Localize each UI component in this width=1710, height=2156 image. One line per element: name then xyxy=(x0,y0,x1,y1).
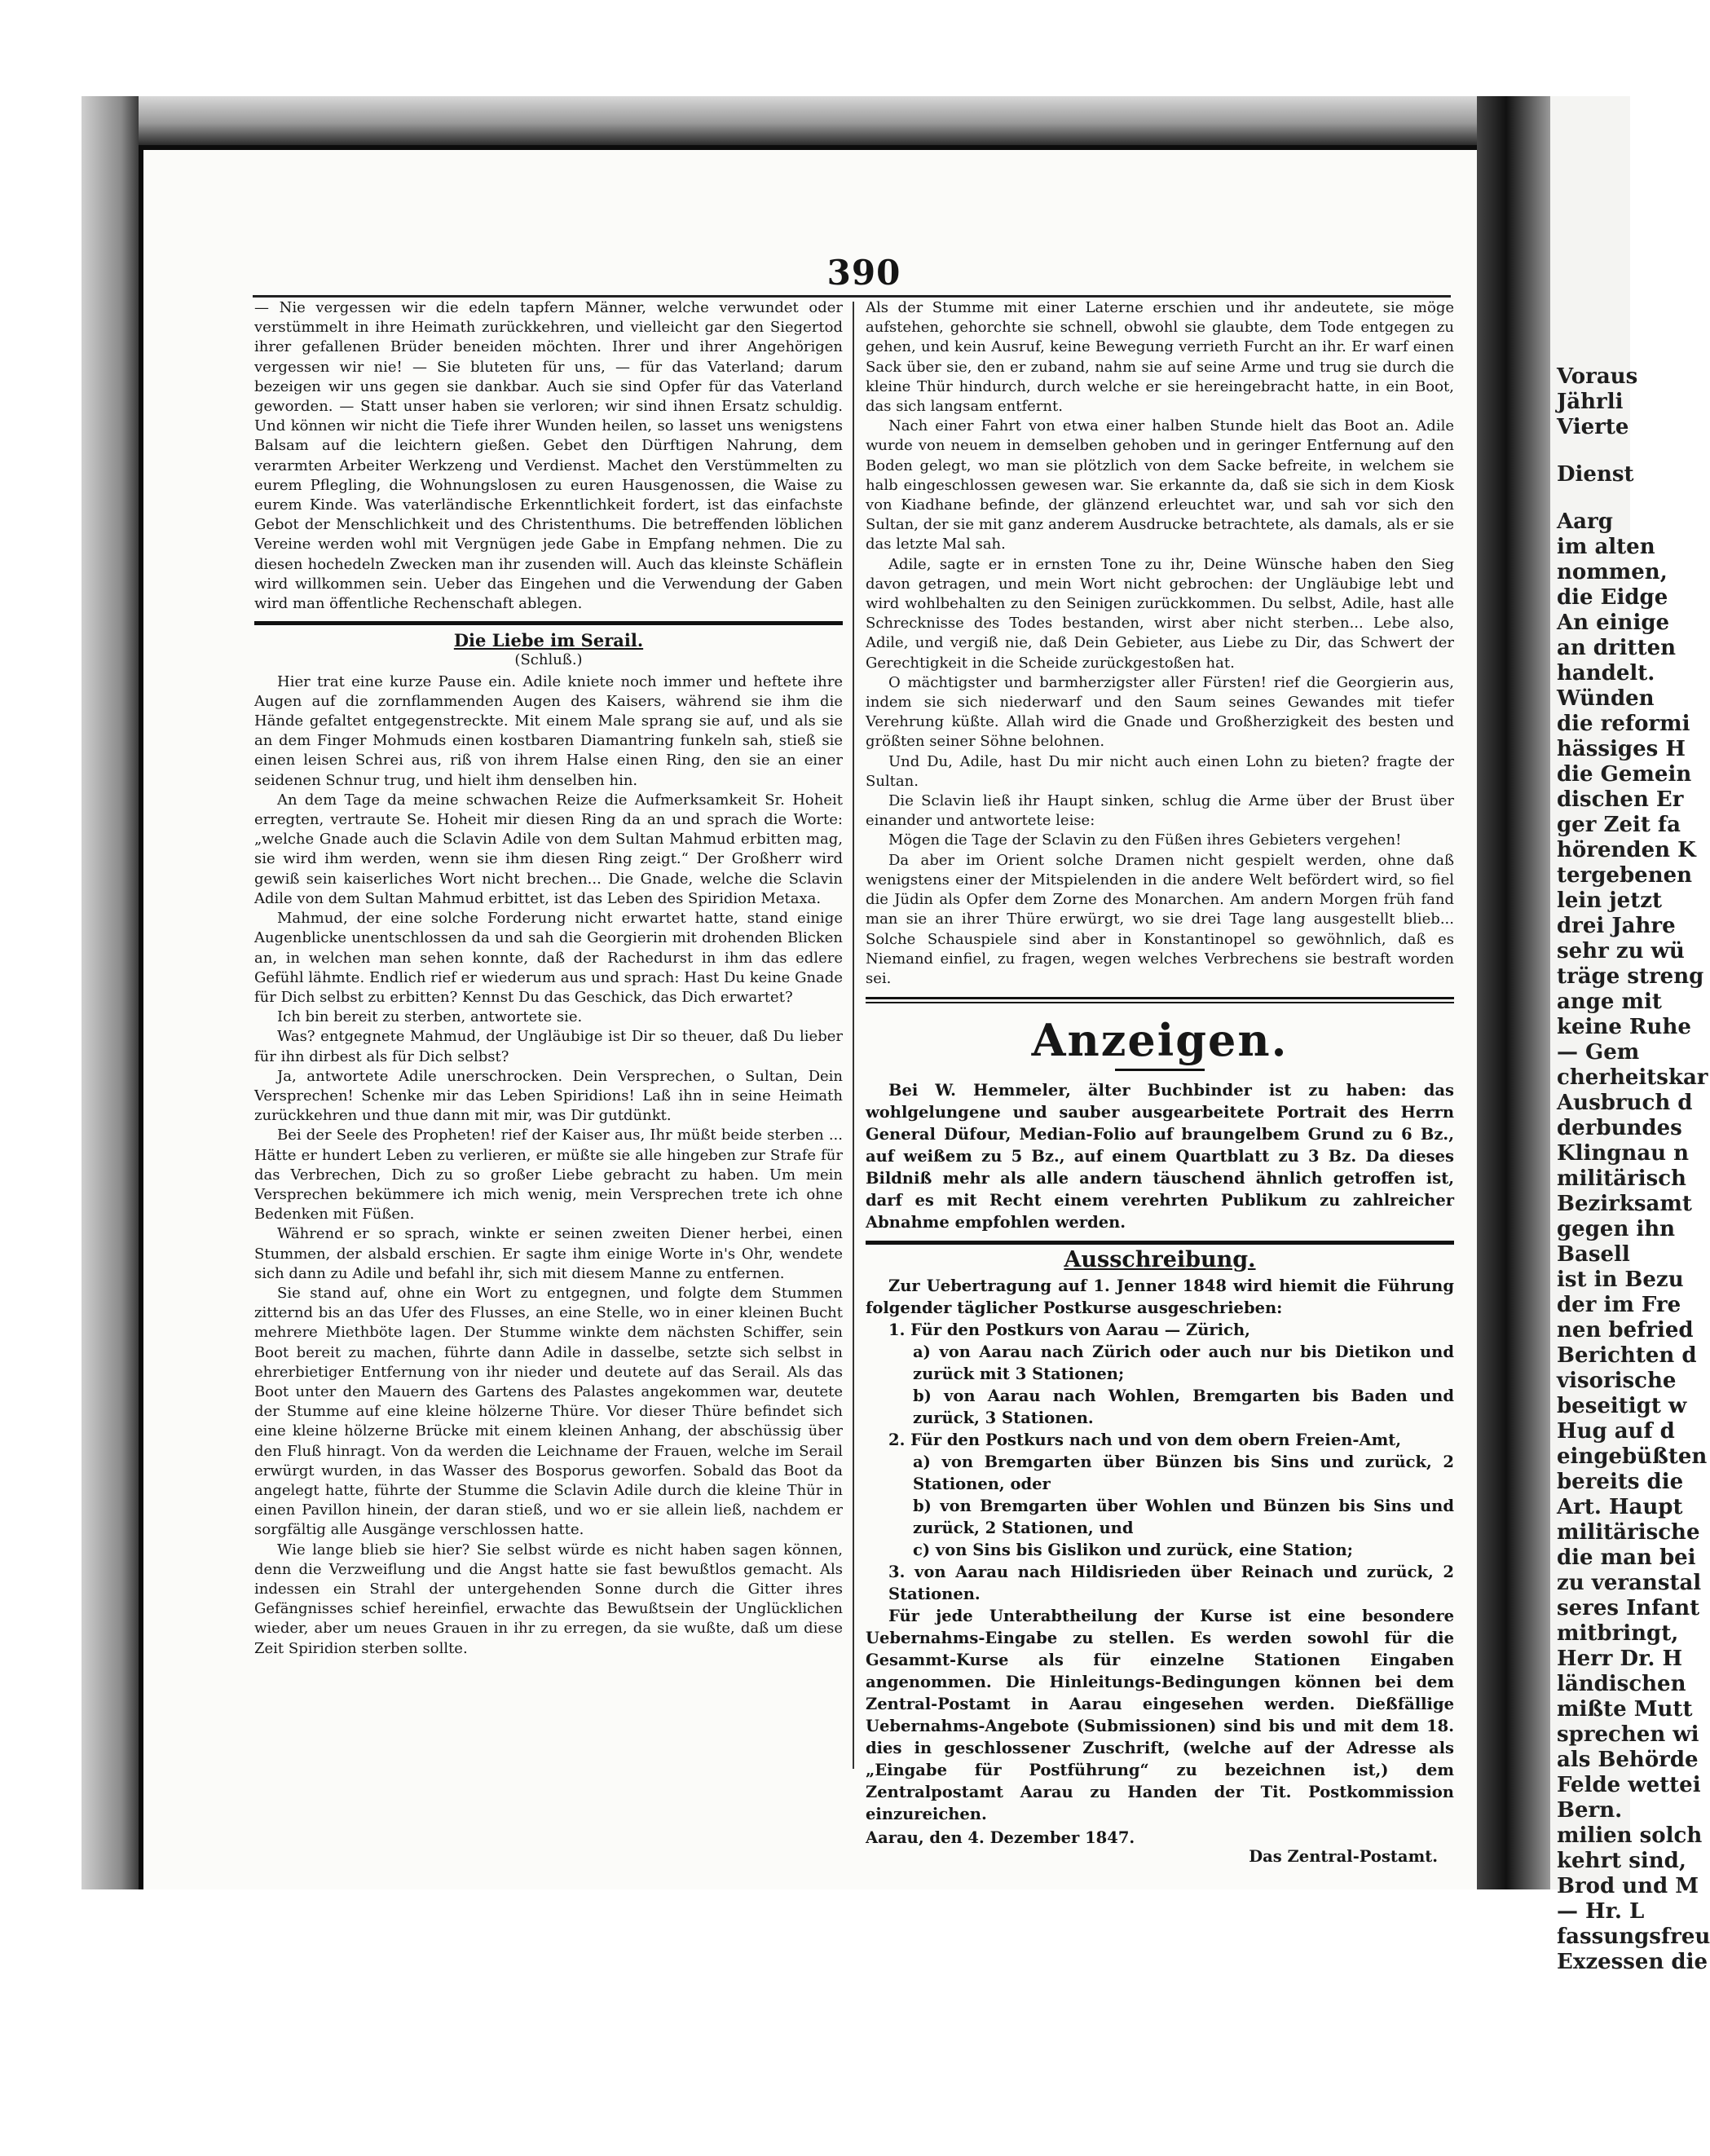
story-paragraph: Während er so sprach, winkte er seinen zweiten Diener herbei, einen Stummen, der alsbald erschien. Er sagte ihm einige Worte in's Ohr, wendete sich dann zu Adile und befahl ihr, sich mit diesem Manne zu entfernen. xyxy=(254,1225,843,1282)
adjacent-page-line: beseitigt w xyxy=(1557,1394,1687,1418)
adjacent-page-fragment xyxy=(1550,96,1710,1974)
story-paragraph: Da aber im Orient solche Dramen nicht gespielt werden, ohne daß wenigstens einer der Mitspielenden in die andere Welt befördert wird, so fiel die Jüdin als Opfer dem Zorne des Monarchen. Am andern Morgen früh fand man sie an ihrer Thüre erwürgt, wo sie drei Tage lang ausgestellt blieb... Solche Schauspiele sind aber in Konstantinopel so gewöhnlich, daß es Niemand einfiel, zu fragen, wegen welches Verbrechens sie bestraft worden sei. xyxy=(866,851,1454,987)
notice-date: Aarau, den 4. Dezember 1847. xyxy=(866,1828,1135,1848)
adjacent-page-line: nen befried xyxy=(1557,1318,1694,1343)
adjacent-page-line: cherheitskar xyxy=(1557,1065,1708,1090)
story-paragraph: Als der Stumme mit einer Laterne erschien und ihr andeutete, sie möge aufstehen, gehorchte sie schnell, obwohl sie glaubte, dem Tode entgegen zu gehen, und kein Ausruf, keine Bewegung verrieth Furcht an ihr. Er warf einen Sack über sie, den er zuband, nahm sie auf seine Arme und trug sie durch die kleine Thür hindurch, durch welche er sie hereingebracht hatte, in ein Boot, das sich langsam entfernt. xyxy=(866,299,1454,416)
adjacent-page-line: tergebenen xyxy=(1557,863,1693,888)
adjacent-page-line: die man bei xyxy=(1557,1545,1696,1570)
section-rule xyxy=(866,1241,1454,1245)
story-paragraph: Adile, sagte er in ernsten Tone zu ihr, Deine Wünsche haben den Sieg davon getragen, und mein Wort nicht gebrochen: der Ungläubige lebt und wird wohlbehalten zu den Seinigen zurückkommen. Du selbst, Adile, hast alle Schrecknisse des Todes bestanden, wirst aber nicht sterben... Lebe also, Adile, und vergiß nie, daß Dein Gebieter, aus Liebe zu Dir, das Schwert der Gerechtigkeit in die Scheide zurückgestoßen hat. xyxy=(866,555,1454,672)
story-paragraph: Nach einer Fahrt von etwa einer halben Stunde hielt das Boot an. Adile wurde von neuem in demselben gehoben und in geringer Entfernung auf den Boden gelegt, wo man sie plötzlich von dem Sacke befreite, in welchem sie halb eingeschlossen gewesen war. Sie erkannte da, daß sie sich in dem Kiosk von Kiadhane befinde, der glänzend erleuchtet war, und sah vor sich den Sultan, der sie mit ganz anderem Ausdrucke betrachtete, als damals, als er sie das letzte Mal sah. xyxy=(866,417,1454,553)
story-paragraph: Wie lange blieb sie hier? Sie selbst würde es nicht haben sagen können, denn die Verzweiflung und die Angst hatte sie fast bewußtlos gemacht. Als indessen ein Strahl der untergehenden Sonne durch die Gitter ihres Gefängnisses schief hereinfiel, erwachte das Bewußtsein der Unglücklichen wieder, aber um neues Grauen in ihr zu erregen, da sie wußte, daß um diese Zeit Spiridion sterben sollte. xyxy=(254,1541,843,1657)
adjacent-page-line: im alten xyxy=(1557,535,1655,559)
adjacent-page-line: dischen Er xyxy=(1557,787,1684,812)
adjacent-page-line: Hug auf d xyxy=(1557,1419,1675,1444)
adjacent-page-line: Klingnau n xyxy=(1557,1141,1690,1166)
adjacent-page-line: Ausbruch d xyxy=(1557,1091,1693,1115)
adjacent-page-line: Wünden xyxy=(1557,686,1655,711)
story-paragraph: O mächtigster und barmherzigster aller Fürsten! rief die Georgierin aus, indem sie sich niederwarf und den Saum seines Gewandes mit tiefer Verehrung küßte. Allah wird die Gnade und Großherzigkeit des besten und größten seiner Söhne belohnen. xyxy=(866,673,1454,751)
adjacent-page-line: ange mit xyxy=(1557,990,1662,1014)
adjacent-page-text xyxy=(1552,96,1710,1974)
notice-subitem: c) von Sins bis Gislikon und zurück, eine Station; xyxy=(913,1541,1353,1560)
header-rule xyxy=(253,295,1451,298)
notice-item: 2. Für den Postkurs nach und von dem obern Freien-Amt, xyxy=(888,1431,1402,1450)
story-paragraph: Ich bin bereit zu sterben, antwortete sie. xyxy=(277,1008,583,1026)
adjacent-page-line: seres Infant xyxy=(1557,1596,1700,1620)
adjacent-page-line: Jährli xyxy=(1557,390,1624,414)
story-paragraph: Was? entgegnete Mahmud, der Ungläubige ist Dir so theuer, daß Du lieber für ihn dirbest als für Dich selbst? xyxy=(254,1028,843,1065)
scan-left-edge xyxy=(82,96,139,1889)
adjacent-page-line: Dienst xyxy=(1557,462,1634,487)
page-gutter xyxy=(1477,96,1550,1889)
adjacent-page-line: als Behörde xyxy=(1557,1748,1699,1772)
adjacent-page-line: nommen, xyxy=(1557,560,1668,584)
notice-subitem: b) von Bremgarten über Wohlen und Bünzen bis Sins und zurück, 2 Stationen, und xyxy=(913,1497,1454,1538)
adjacent-page-line: der im Fre xyxy=(1557,1293,1681,1317)
notice-item: 3. von Aarau nach Hildisrieden über Reinach und zurück, 2 Stationen. xyxy=(888,1563,1454,1604)
notice-subitem: a) von Bremgarten über Bünzen bis Sins und zurück, 2 Stationen, oder xyxy=(913,1453,1454,1494)
story-paragraph: Ja, antwortete Adile unerschrocken. Dein Versprechen, o Sultan, Dein Versprechen! Schenke mir das Leben Spiridions! Laß ihn in seine Heimath zurückkehren und thue dann mit mir, was Dir gutdünkt. xyxy=(254,1067,843,1125)
adjacent-page-line: träge streng xyxy=(1557,964,1704,989)
story-subtitle: (Schluß.) xyxy=(514,651,583,669)
adjacent-page-line: ger Zeit fa xyxy=(1557,813,1681,837)
adjacent-page-line: lein jetzt xyxy=(1557,888,1662,913)
adjacent-page-line: — Hr. L xyxy=(1557,1899,1645,1924)
scan-top-edge xyxy=(82,96,1630,145)
adjacent-page-line: die Gemein xyxy=(1557,762,1692,787)
adjacent-page-line: Vierte xyxy=(1557,415,1629,439)
adjacent-page-line: Bezirksamt xyxy=(1557,1192,1692,1216)
left-column xyxy=(254,298,843,1847)
story-paragraph: Die Sclavin ließ ihr Haupt sinken, schlug die Arme über der Brust über einander und antwortete leise: xyxy=(866,792,1454,830)
notice-subitem: b) von Aarau nach Wohlen, Bremgarten bis Baden und zurück, 3 Stationen. xyxy=(913,1387,1454,1428)
advertisements-heading: Anzeigen. xyxy=(1031,1014,1289,1067)
adjacent-page-line: Herr Dr. H xyxy=(1557,1647,1683,1671)
section-rule xyxy=(254,621,843,625)
story-paragraph: Hier trat eine kurze Pause ein. Adile kniete noch immer und heftete ihre Augen auf die zornflammenden Augen des Kaisers, während sie ihm die Hände gefaltet entgegenstreckte. Mit einem Male sprang sie auf, und als sie an dem Finger Mohmuds einen kostbaren Diamantring funkeln sah, stieß sie einen leisen Schrei aus, riß von ihrem Halse einen Ring, den sie an einer seidenen Schnur trug, und hielt ihm denselben hin. xyxy=(254,672,843,789)
adjacent-page-line: sehr zu wü xyxy=(1557,939,1685,963)
notice-title: Ausschreibung. xyxy=(1064,1247,1256,1273)
story-paragraph: Bei der Seele des Propheten! rief der Kaiser aus, Ihr müßt beide sterben ... Hätte er hundert Leben zu verlieren, er müßte sie alle hingeben zur Strafe für das Verbrechen, Dich zu so großer Liebe gebracht zu haben. Um mein Versprechen bekümmere ich mich wenig, mein Versprechen trete ich ohne Bedenken mit Füßen. xyxy=(254,1126,843,1223)
adjacent-page-line: sprechen wi xyxy=(1557,1722,1699,1747)
notice-intro: Zur Uebertragung auf 1. Jenner 1848 wird hiemit die Führung folgender täglicher Postkurse ausgeschrieben: xyxy=(866,1276,1454,1318)
right-column xyxy=(866,298,1454,1866)
adjacent-page-line: Brod und M xyxy=(1557,1874,1699,1898)
column-divider xyxy=(853,302,854,1769)
adjacent-page-line: Art. Haupt xyxy=(1557,1495,1683,1519)
advertisement xyxy=(866,1079,1454,1233)
adjacent-page-line: fassungsfreu xyxy=(1557,1925,1710,1949)
section-rule xyxy=(866,997,1454,1003)
heading-rule xyxy=(1115,1069,1205,1071)
story-paragraph: Sie stand auf, ohne ein Wort zu entgegnen, und folgte dem Stummen zitternd bis an das Ufer des Flusses, an eine Stelle, wo in einer kleinen Bucht mehrere Miethböte lagen. Der Stumme winkte dem nächsten Schiffer, sein Boot bereit zu machen, führte dann Adile in dasselbe, setzte sich selbst in ehrerbietiger Entfernung von ihr nieder und deutete auf das Serail. Als das Boot unter den Mauern des Gartens des Palastes angekommen war, deutete der Stumme auf eine kleine hölzerne Thüre. Vor dieser Thüre befindet sich eine kleine hölzerne Brücke mit einem kleinen Anhang, der abschüssig über den Fluß hinragt. Von da werden die Leichname der Frauen, welche im Serail erwürgt wurden, in das Wasser des Bosporus geworfen. Sobald das Boot da angelegt hatte, führte der Stumme die Sclavin Adile durch die kleine Thür in einen Pavillon hinein, der daran stieß, und wo er sie allein ließ, nachdem er sorgfältig alle Ausgänge verschlossen hatte. xyxy=(254,1284,843,1539)
notice-subitem: a) von Aarau nach Zürich oder auch nur bis Dietikon und zurück mit 3 Stationen; xyxy=(913,1343,1454,1384)
adjacent-page-line: drei Jahre xyxy=(1557,914,1676,938)
postal-notice xyxy=(866,1247,1454,1867)
adjacent-page-line: zu veranstal xyxy=(1557,1571,1702,1595)
notice-item: 1. Für den Postkurs von Aarau — Zürich, xyxy=(888,1320,1250,1340)
story-paragraph: Mögen die Tage der Sclavin zu den Füßen ihres Gebieters vergehen! xyxy=(888,831,1402,849)
adjacent-page-line: mißte Mutt xyxy=(1557,1697,1693,1722)
adjacent-page-line: Exzessen die xyxy=(1557,1950,1708,1974)
adjacent-page-line: Basell xyxy=(1557,1242,1630,1267)
story-paragraph: Und Du, Adile, hast Du mir nicht auch einen Lohn zu bieten? fragte der Sultan. xyxy=(866,752,1454,790)
story-paragraph: Mahmud, der eine solche Forderung nicht erwartet hatte, stand einige Augenblicke unentschlossen da und sah die Georgierin mit drohenden Blicken an, in welchen man sehen konnte, daß der Rachedurst in ihm das edlere Gefühl lähmte. Endlich rief er wiederum aus und sprach: Hast Du keine Gnade für Dich selbst zu erbitten? Kennst Du das Geschick, das Dich erwartet? xyxy=(254,910,843,1006)
page-number: 390 xyxy=(826,253,901,293)
adjacent-page-line: kehrt sind, xyxy=(1557,1849,1686,1873)
adjacent-page-line: ist in Bezu xyxy=(1557,1268,1684,1292)
adjacent-page-line: Aarg xyxy=(1557,509,1613,534)
adjacent-page-line: militärisch xyxy=(1557,1166,1686,1191)
adjacent-page-line: militärische xyxy=(1557,1520,1700,1545)
adjacent-page-line: Voraus xyxy=(1557,364,1638,389)
adjacent-page-line: ländischen xyxy=(1557,1672,1686,1696)
appeal-paragraph: — Nie vergessen wir die edeln tapfern Männer, welche verwundet oder verstümmelt in ihre Heimath zurückkehren, und vielleicht gar den Siegertod ihrer gefallenen Brüder beneiden möchten. Ihrer und ihrer Angehörigen vergessen wir nie! — Sie bluteten für uns, — für das Vaterland; darum bezeigen wir uns gegen sie dankbar. Auch sie sind Opfer für das Vaterland geworden. — Statt unser haben sie verloren; wir sind ihnen Ersatz schuldig. Und können wir nicht die Tiefe ihrer Wunden heilen, so lasset uns wenigstens Balsam auf die leichtern gießen. Gebet den Dürftigen Nahrung, dem verarmten Arbeiter Werkzeng und Verdienst. Machet den Verstümmelten zu eurem Pflegling, die Wohnungslosen zu euren Hausgenossen, die Waise zu eurem Kinde. Was vaterländische Erkenntlichkeit fordert, ist das einfachste Gebot der Menschlichkeit und des Christenthums. Die betreffenden löblichen Vereine werden wohl mit Vergnügen jede Gabe in Empfang nehmen. Die zu diesen hochedeln Zwecken man ihr zusenden will. Auch das kleinste Schäflein wird willkommen sein. Ueber das Eingehen und die Verwendung der Gaben wird man öffentliche Rechenschaft ablegen. xyxy=(254,299,843,613)
adjacent-page-line: mitbringt, xyxy=(1557,1621,1679,1646)
advertisement-text: Bei W. Hemmeler, älter Buchbinder ist zu haben: das wohlgelungene und sauber ausgearbeitete Portrait des Herrn General Düfour, Median-Folio auf braungelbem Grund zu 6 Bz., auf weißem zu 5 Bz., auf einem Quartblatt zu 3 Bz. Da dieses Bildniß mehr als alle andern täuschend ähnlich getroffen ist, darf es mit Recht einem verehrten Publikum zu zahlreicher Abnahme empfohlen werden. xyxy=(866,1081,1454,1232)
notice-signature: Das Zentral-Postamt. xyxy=(1249,1846,1438,1866)
adjacent-page-line: Berichten d xyxy=(1557,1343,1697,1368)
adjacent-page-line: — Gem xyxy=(1557,1040,1640,1065)
adjacent-page-line: gegen ihn xyxy=(1557,1217,1676,1241)
adjacent-page-line: Bern. xyxy=(1557,1798,1623,1823)
story-title: Die Liebe im Serail. xyxy=(453,630,644,651)
notice-closing: Für jede Unterabtheilung der Kurse ist eine besondere Uebernahms-Eingabe zu stellen. Es werden sowohl für die Gesammt-Kurse als für einzelne Stationen Eingaben angenommen. Die Hinleitungs-Bedingungen können bei dem Zentral-Postamt in Aarau eingesehen werden. Dießfällige Uebernahms-Angebote (Submissionen) sind bis und mit dem 18. dies in geschlossener Zuschrift, (welche auf der Adresse als „Eingabe für Postführung“ zu bezeichnen ist,) dem Zentralpostamt Aarau zu Handen der Tit. Postkommission einzureichen. xyxy=(866,1607,1454,1824)
adjacent-page-line: An einige xyxy=(1557,611,1670,635)
adjacent-page-line: hässiges H xyxy=(1557,737,1686,761)
adjacent-page-line: an dritten xyxy=(1557,636,1677,660)
adjacent-page-line: milien solch xyxy=(1557,1823,1703,1848)
adjacent-page-line: bereits die xyxy=(1557,1470,1684,1494)
adjacent-page-line: keine Ruhe xyxy=(1557,1015,1691,1039)
adjacent-page-line: handelt. xyxy=(1557,661,1655,686)
adjacent-page-line: visorische xyxy=(1557,1369,1677,1393)
adjacent-page-line: Felde wettei xyxy=(1557,1773,1701,1797)
story-paragraph: An dem Tage da meine schwachen Reize die Aufmerksamkeit Sr. Hoheit erregten, vertraute Se. Hoheit mir diesen Ring da an und sprach die Worte: „welche Gnade auch die Sclavin Adile von dem Sultan Mahmud erbitten mag, sie wird ihm werden, wenn sie ihm diesen Ring zeigt.“ Der Großherr wird gewiß sein kaiserliches Wort nicht brechen... Die Gnade, welche die Sclavin Adile von dem Sultan Mahmud erbittet, ist das Leben des Spiridion Metaxa. xyxy=(254,791,843,907)
adjacent-page-line: die Eidge xyxy=(1557,585,1668,610)
adjacent-page-line: derbundes xyxy=(1557,1116,1682,1140)
adjacent-page-line: hörenden K xyxy=(1557,838,1696,862)
adjacent-page-line: die reformi xyxy=(1557,712,1690,736)
adjacent-page-line: eingebüßten xyxy=(1557,1444,1708,1469)
